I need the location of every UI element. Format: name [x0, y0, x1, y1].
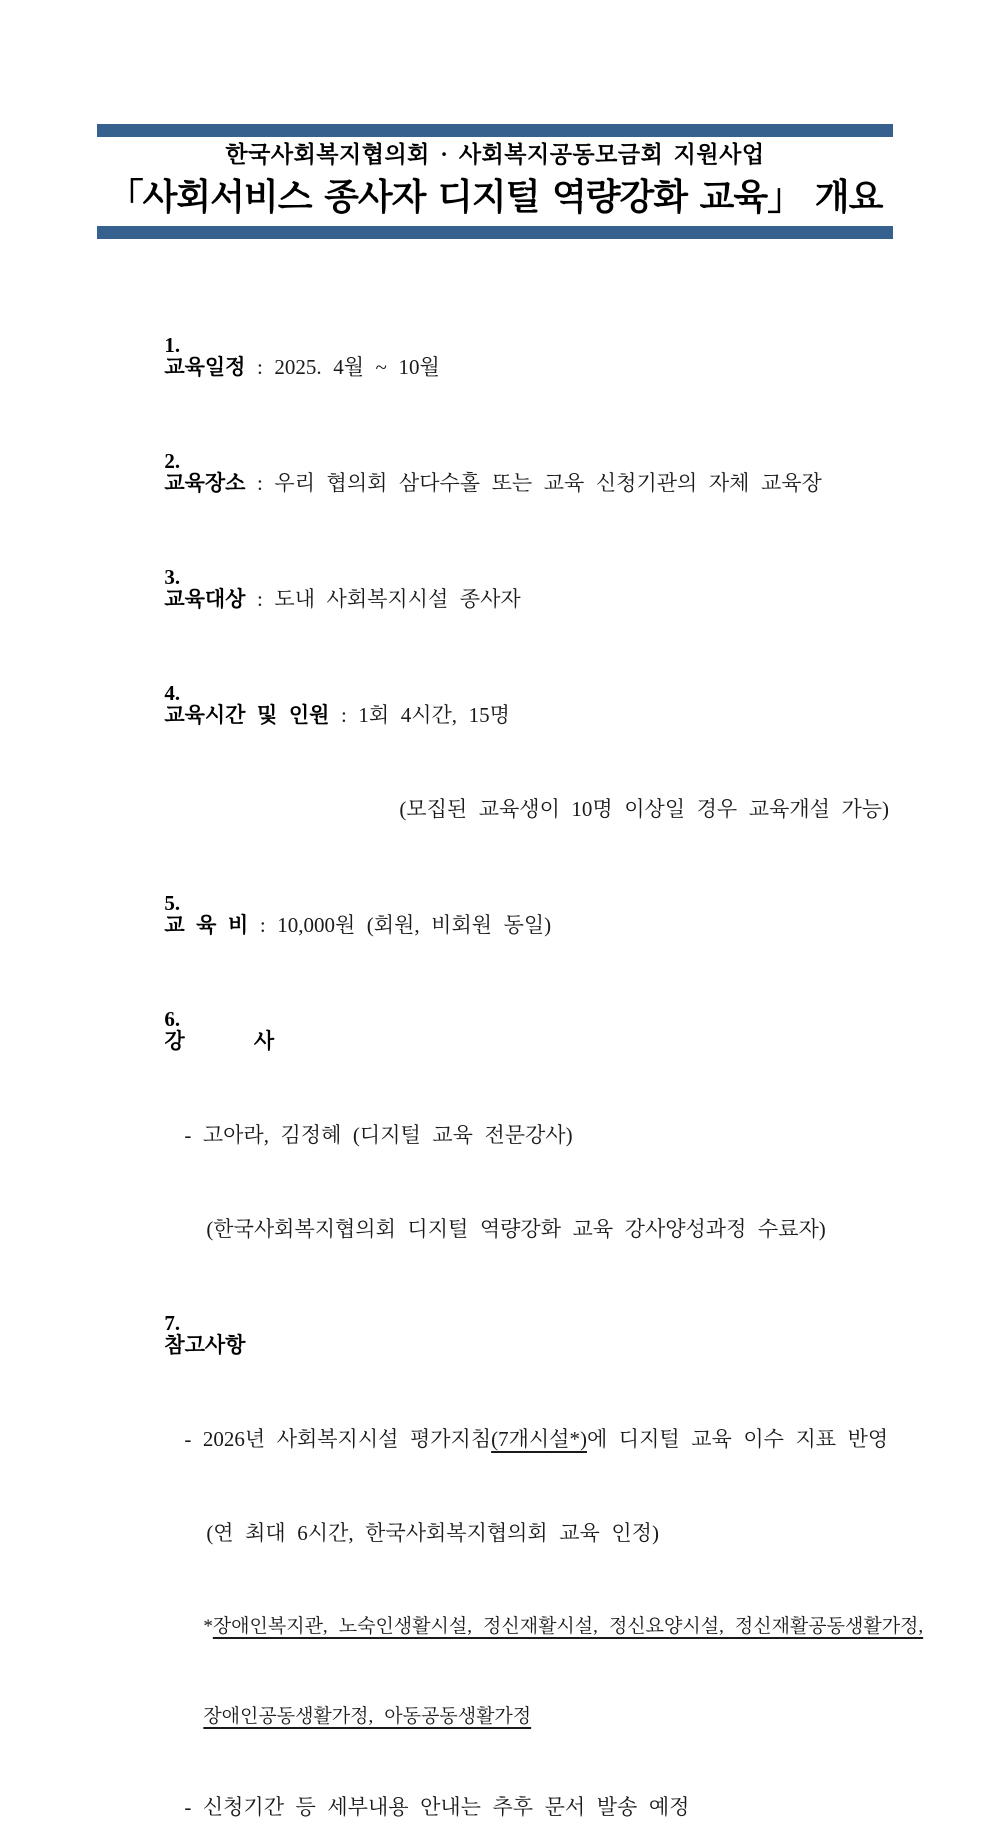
item-6-instructor: [95, 986, 932, 1074]
item-4-value: 1회 4시간, 15명: [358, 703, 510, 727]
item-2-label: 교육장소: [164, 471, 246, 495]
item-5-value: 10,000원 (회원, 비회원 동일): [277, 913, 552, 937]
item-4-colon: :: [329, 703, 359, 727]
item-4-note-text: (모집된 교육생이 10명 이상일 경우 교육개설 가능): [399, 797, 890, 821]
item-3-colon: :: [245, 587, 275, 611]
item-2-value: 우리 협의회 삼다수홀 또는 교육 신청기관의 자체 교육장: [274, 471, 822, 495]
item-1-label: 교육일정: [164, 355, 246, 379]
item-7-number: 7.: [164, 1311, 181, 1335]
item-7-note1-sub-text: (연 최대 6시간, 한국사회복지협의회 교육 인정): [206, 1521, 659, 1545]
item-6-number: 6.: [164, 1007, 181, 1031]
item-6-qualification: [137, 1196, 932, 1262]
header-top-bar: [97, 124, 893, 137]
item-6-instructor-names-text: - 고아라, 김정혜 (디지털 교육 전문강사): [184, 1123, 573, 1147]
document-header: [97, 124, 893, 239]
item-5-number: 5.: [164, 891, 181, 915]
item-1-schedule: [95, 312, 932, 400]
item-2-number: 2.: [164, 449, 181, 473]
item-3-label: 교육대상: [164, 587, 246, 611]
item-7-note2-text: - 신청기간 등 세부내용 안내는 추후 문서 발송 예정: [184, 1795, 690, 1819]
item-4-label: 교육시간 및 인원: [164, 703, 330, 727]
item-1-number: 1.: [164, 333, 181, 357]
item-7-note2: [115, 1774, 932, 1840]
footnote-facilities-line2: 장애인공동생활가정, 아동공동생활가정: [203, 1706, 532, 1727]
item-2-colon: :: [245, 471, 275, 495]
item-5-label: 교 육 비: [164, 913, 249, 937]
item-7-note1-pre: - 2026년 사회복지시설 평가지침: [184, 1427, 492, 1451]
item-7-label: 참고사항: [164, 1333, 246, 1357]
item-7-footnote-line1: [137, 1594, 932, 1660]
item-3-number: 3.: [164, 565, 181, 589]
item-1-value: 2025. 4월 ~ 10월: [274, 355, 440, 379]
header-bottom-bar: [97, 226, 893, 239]
item-7-reference: [95, 1290, 932, 1378]
item-7-note1-sub: [137, 1500, 932, 1566]
footnote-asterisk: *: [203, 1616, 213, 1637]
item-2-location: [95, 428, 932, 516]
document-page: [0, 124, 992, 1819]
item-6-qualification-text: (한국사회복지협의회 디지털 역량강화 교육 강사양성과정 수료자): [206, 1217, 826, 1241]
item-6-instructor-names: [115, 1102, 932, 1168]
document-title: 「사회서비스 종사자 디지털 역량강화 교육」 개요: [107, 176, 883, 217]
program-subtitle: 한국사회복지협의회 · 사회복지공동모금회 지원사업: [225, 142, 765, 167]
item-7-note1: [115, 1406, 932, 1472]
document-body: [95, 312, 932, 1840]
item-3-value: 도내 사회복지시설 종사자: [274, 587, 521, 611]
item-4-note: [330, 776, 932, 842]
item-7-footnote-line2: [137, 1684, 932, 1750]
item-5-fee: [95, 870, 932, 958]
item-7-note1-post: 에 디지털 교육 이수 지표 반영: [586, 1427, 889, 1451]
item-1-colon: :: [245, 355, 275, 379]
item-4-time-capacity: [95, 660, 932, 748]
item-3-target: [95, 544, 932, 632]
item-7-note1-underlined: (7개시설*): [491, 1427, 587, 1451]
footnote-facilities-line1: 장애인복지관, 노숙인생활시설, 정신재활시설, 정신요양시설, 정신재활공동생활가정,: [212, 1616, 924, 1637]
item-4-number: 4.: [164, 681, 181, 705]
item-6-label: 강 사: [164, 1029, 275, 1053]
item-5-colon: :: [248, 913, 278, 937]
